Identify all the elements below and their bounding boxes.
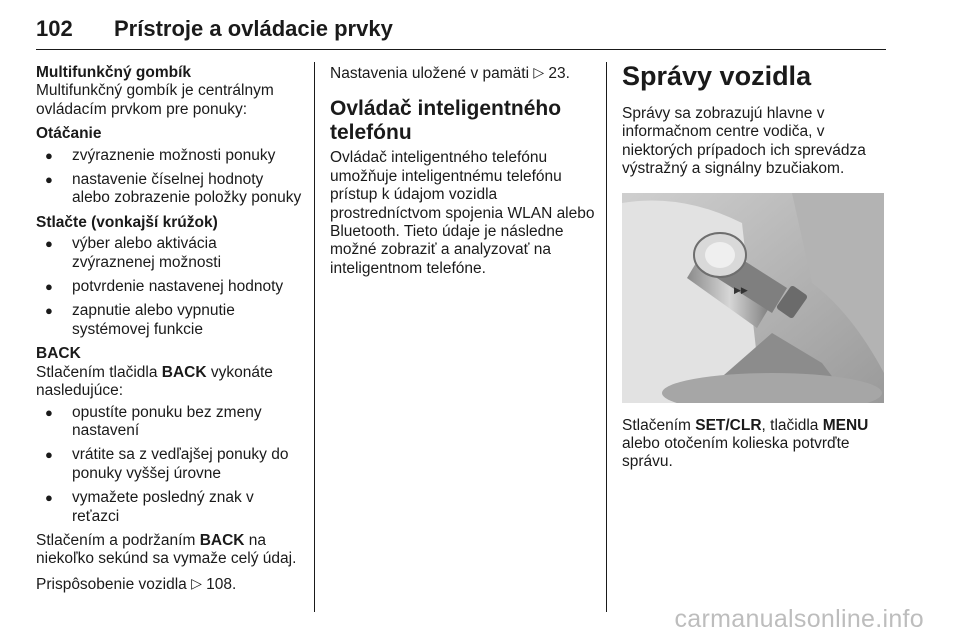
text-span-bold: BACK: [161, 363, 207, 381]
page-reference-customization[interactable]: [36, 575, 302, 594]
text-span: Stlačením: [622, 416, 696, 434]
section-heading-vehicle-messages: Správy vozidla: [622, 61, 812, 91]
text-span: Nastavenia uložené v pamäti: [330, 65, 534, 82]
list-item: ● zapnutie alebo vypnutie systémovej funkcie: [36, 302, 302, 339]
subheading-back: BACK: [36, 345, 81, 363]
section-heading-smartphone-controller: Ovládač inteligentného telefónu: [330, 97, 562, 145]
text-span: alebo otočením kolieska potvrďte správu.: [622, 435, 850, 471]
svg-text:▶▶: ▶▶: [734, 284, 748, 295]
list-item: ● vymažete posledný znak v reťazci: [36, 489, 302, 526]
page-reference-memory[interactable]: [330, 64, 598, 83]
list-item: ● opustíte ponuku bez zmeny nastavení: [36, 404, 302, 441]
text-span: Prispôsobenie vozidla: [36, 575, 192, 593]
subheading-press: Stlačte (vonkajší krúžok): [36, 213, 218, 231]
paragraph-smartphone: Ovládač inteligentného telefónu umožňuje inteligentnému telefónu prístup k údajom vozidla prostredníctvom spojenia WLAN alebo Bluetooth. Tieto údaje je následne možné zobraziť a analyzovať na inteligentnom telefóne.: [330, 149, 595, 277]
bullet-list-press: [36, 235, 302, 339]
list-item: ● zvýraznenie možnosti ponuky: [36, 147, 302, 165]
watermark: carmanualsonline.info: [674, 605, 924, 633]
page-reference-arrow-icon: ▷: [533, 64, 545, 80]
column-divider: [314, 62, 315, 612]
bullet-list-back: [36, 404, 302, 526]
steering-stalk-illustration: [622, 193, 884, 403]
text-span: 108.: [201, 575, 237, 593]
list-item: ● vrátite sa z vedľajšej ponuky do ponuky vyššej úrovne: [36, 446, 302, 483]
text-span: na niekoľko sekúnd sa vymaže celý údaj.: [36, 531, 297, 568]
bullet-list-rotate: [36, 147, 302, 208]
paragraph-hold-back: [36, 532, 302, 569]
page-title: Prístroje a ovládacie prvky: [114, 16, 393, 41]
paragraph-messages: Správy sa zobrazujú hlavne v informačnom centre vodiča, v niektorých prípadoch ich sprevádza výstražný a signálny bzučiakom.: [622, 105, 866, 178]
paragraph-intro: Multifunkčný gombík je centrálnym ovládacím prvkom pre ponuky:: [36, 82, 274, 118]
text-span: vykonáte nasledujúce:: [36, 363, 273, 400]
text-span: , tlačidla: [761, 416, 823, 434]
column-2: [330, 64, 598, 278]
list-item: ● výber alebo aktivácia zvýraznenej možnosti: [36, 235, 302, 272]
subheading-rotate: Otáčanie: [36, 125, 102, 143]
paragraph-back-intro: [36, 364, 302, 401]
stalk-control-photo: [622, 193, 884, 403]
section-heading-multifunction-knob: Multifunkčný gombík: [36, 64, 191, 81]
column-1: [36, 64, 302, 594]
figure-caption: [622, 417, 886, 472]
text-span: 23.: [544, 65, 570, 82]
text-span: Stlačením tlačidla: [36, 363, 162, 381]
list-item: ● nastavenie číselnej hodnoty alebo zobrazenie položky ponuky: [36, 171, 302, 208]
column-divider: [606, 62, 607, 612]
page-number: 102: [36, 16, 73, 41]
text-span-bold: MENU: [822, 416, 869, 434]
column-3: [622, 61, 886, 472]
text-span: Stlačením a podržaním: [36, 531, 200, 549]
page-header: [36, 10, 886, 50]
text-span-bold: BACK: [199, 531, 245, 549]
list-item: ● potvrdenie nastavenej hodnoty: [36, 278, 302, 296]
text-span-bold: SET/CLR: [695, 416, 762, 434]
page-reference-arrow-icon: ▷: [191, 574, 202, 591]
